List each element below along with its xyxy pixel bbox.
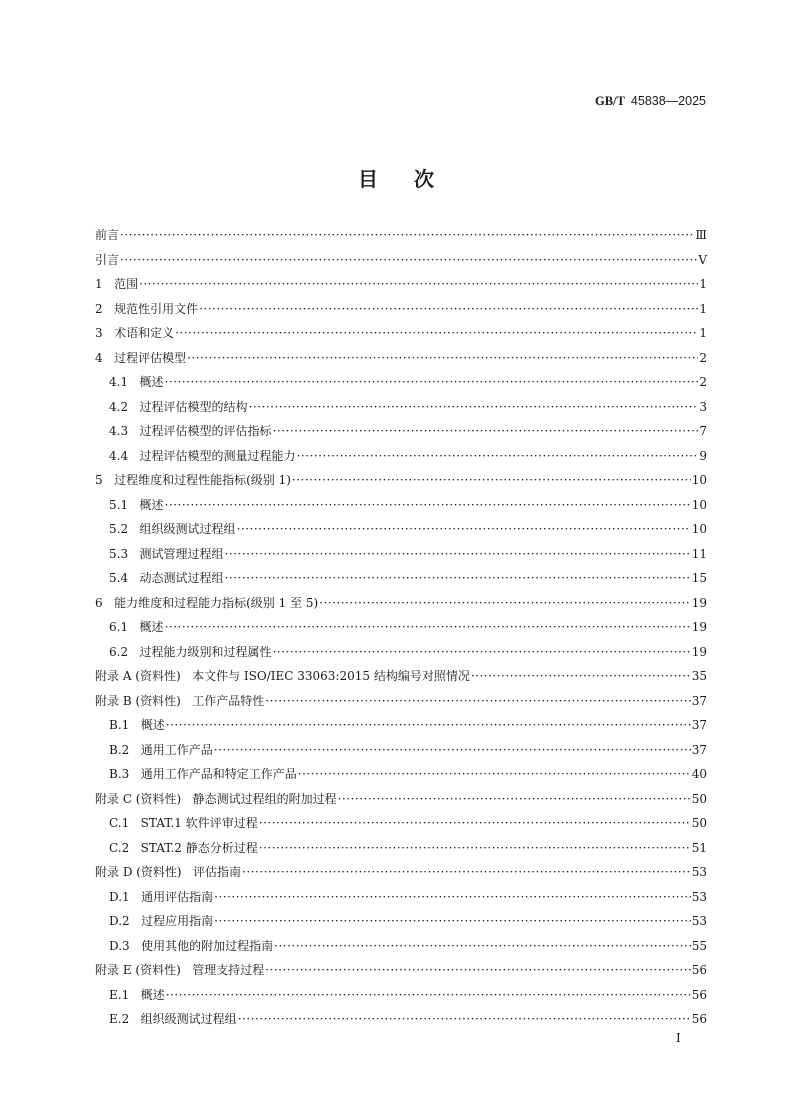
toc-entry-number: 6.2 <box>109 644 129 659</box>
dot-leader <box>274 934 691 959</box>
toc-entry[interactable] <box>95 958 707 983</box>
toc-entry-number: 3 <box>95 326 103 340</box>
dot-leader <box>471 664 691 689</box>
dot-leader <box>242 860 691 885</box>
toc-entry-title: 引言 <box>95 252 120 267</box>
toc-entry-page: 35 <box>691 669 707 683</box>
toc-entry-title: 附录 D (资料性) 评估指南 <box>95 865 242 879</box>
toc-entry-page: 37 <box>691 742 707 757</box>
toc-heading <box>0 163 792 192</box>
toc-entry[interactable] <box>95 321 707 346</box>
toc-entry-title: 过程评估模型的结构 <box>139 399 248 414</box>
dot-leader <box>199 297 698 322</box>
toc-entry-page: 10 <box>691 522 707 536</box>
toc-entry[interactable] <box>95 885 707 910</box>
toc-entry-title: 前言 <box>95 228 120 242</box>
toc-entry-page: 56 <box>691 987 707 1002</box>
dot-leader <box>297 444 699 469</box>
toc-entry-title: 过程应用指南 <box>141 914 214 928</box>
toc-entry-title: 过程评估模型的测量过程能力 <box>139 448 296 463</box>
dot-leader <box>214 885 691 910</box>
toc-entry-page: 1 <box>699 326 707 340</box>
dot-leader <box>139 272 698 297</box>
dot-leader <box>273 640 691 665</box>
toc-entry-page: 9 <box>699 448 707 463</box>
toc-entry-page: 56 <box>691 1012 707 1026</box>
toc-entry-page: 55 <box>691 938 707 953</box>
toc-entry-title: 使用其他的附加过程指南 <box>141 938 274 953</box>
standard-number: 45838—2025 <box>630 94 706 108</box>
dot-leader <box>265 958 691 983</box>
toc-entry[interactable] <box>95 297 707 322</box>
toc-entry[interactable] <box>95 615 707 640</box>
dot-leader <box>120 248 697 273</box>
toc-entry[interactable] <box>95 542 707 567</box>
dot-leader <box>120 223 694 248</box>
toc-entry-page: 11 <box>691 546 707 561</box>
dot-leader <box>249 395 699 420</box>
toc-entry-number: B.3 <box>109 767 130 781</box>
toc-entry[interactable] <box>95 664 707 689</box>
toc-entry-title: 附录 C (资料性) 静态测试过程组的附加过程 <box>95 791 337 806</box>
toc-entry-number: 5.1 <box>109 497 129 512</box>
toc-entry-title: 过程能力级别和过程属性 <box>139 644 272 659</box>
toc-entry[interactable] <box>95 1007 707 1032</box>
toc-entry[interactable] <box>95 419 707 444</box>
toc-entry-number: 4.1 <box>109 375 129 389</box>
toc-entry[interactable] <box>95 566 707 591</box>
toc-entry-number: C.1 <box>109 816 130 830</box>
toc-entry-page: 2 <box>699 350 707 365</box>
toc-entry[interactable] <box>95 395 707 420</box>
dot-leader <box>175 321 698 346</box>
toc-entry-title: 能力维度和过程能力指标(级别 1 至 5) <box>114 595 319 610</box>
toc-entry-title: 概述 <box>139 620 164 634</box>
dot-leader <box>187 346 698 371</box>
toc-entry-page: Ⅲ <box>695 228 707 242</box>
dot-leader <box>165 370 699 395</box>
toc-entry-page: 19 <box>691 595 707 610</box>
toc-entry-page: 15 <box>691 571 707 585</box>
toc-entry-title: 规范性引用文件 <box>114 301 199 316</box>
toc-entry[interactable] <box>95 762 707 787</box>
dot-leader <box>166 713 691 738</box>
standard-code <box>595 93 706 109</box>
toc-entry-page: 1 <box>699 277 707 291</box>
toc-entry-title: 附录 B (资料性) 工作产品特性 <box>95 693 265 708</box>
dot-leader <box>166 983 691 1008</box>
toc-entry-title: 通用工作产品和特定工作产品 <box>140 767 297 781</box>
toc-entry[interactable] <box>95 713 707 738</box>
toc-entry[interactable] <box>95 836 707 861</box>
toc-entry-number: 5.2 <box>109 522 129 536</box>
toc-entry-title: 概述 <box>140 987 165 1002</box>
toc-entry-page: 50 <box>691 791 707 806</box>
toc-entry-title: 过程评估模型的评估指标 <box>139 424 272 438</box>
toc-entry-number: E.2 <box>109 1012 130 1026</box>
toc-entry[interactable] <box>95 346 707 371</box>
toc-entry-page: 2 <box>699 375 707 389</box>
toc-entry-number: D.2 <box>109 914 130 928</box>
toc-entry-page: 53 <box>691 865 707 879</box>
toc-entry[interactable] <box>95 272 707 297</box>
toc-entry-title: STAT.1 软件评审过程 <box>140 816 258 830</box>
toc-entry[interactable] <box>95 591 707 616</box>
toc-entry[interactable] <box>95 468 707 493</box>
toc-entry-page: 53 <box>691 889 707 904</box>
toc-entry-title: 过程维度和过程性能指标(级别 1) <box>114 473 291 487</box>
toc-entry-title: 动态测试过程组 <box>139 571 224 585</box>
dot-leader <box>225 566 691 591</box>
toc-entry[interactable] <box>95 934 707 959</box>
dot-leader <box>165 615 691 640</box>
toc-entry-page: Ⅴ <box>698 252 707 267</box>
toc-entry-number: D.3 <box>109 938 130 953</box>
toc-entry-title: 通用评估指南 <box>141 889 214 904</box>
toc-entry[interactable] <box>95 370 707 395</box>
toc-entry-title: STAT.2 静态分析过程 <box>140 840 258 855</box>
toc-entry-number: 6.1 <box>109 620 129 634</box>
toc-heading-char-1: 目 <box>358 167 378 191</box>
toc-entry-number: 5.4 <box>109 571 129 585</box>
toc-entry-page: 19 <box>691 620 707 634</box>
dot-leader <box>214 909 691 934</box>
toc-entry-page: 10 <box>691 473 707 487</box>
dot-leader <box>259 811 691 836</box>
toc-entry-page: 53 <box>691 914 707 928</box>
dot-leader <box>338 787 691 812</box>
toc-heading-char-2: 次 <box>414 167 434 191</box>
toc-entry-number: 1 <box>95 277 103 291</box>
dot-leader <box>259 836 691 861</box>
toc-entry-title: 组织级测试过程组 <box>139 522 236 536</box>
toc-entry-number: 4.2 <box>109 399 129 414</box>
toc-entry-title: 概述 <box>140 718 165 732</box>
toc-entry-title: 过程评估模型 <box>114 350 187 365</box>
toc-entry-number: 4.4 <box>109 448 129 463</box>
toc-entry-number: 4 <box>95 350 103 365</box>
dot-leader <box>273 419 699 444</box>
toc-entry-number: 4.3 <box>109 424 129 438</box>
dot-leader <box>214 738 691 763</box>
standard-prefix: GB/T <box>595 94 625 108</box>
toc-entry-page: 40 <box>691 767 707 781</box>
toc-entry[interactable] <box>95 493 707 518</box>
dot-leader <box>319 591 691 616</box>
toc-entry-title: 组织级测试过程组 <box>140 1012 237 1026</box>
toc-entry-title: 术语和定义 <box>114 326 175 340</box>
toc-entry-number: C.2 <box>109 840 130 855</box>
dot-leader <box>238 1007 691 1032</box>
toc-entry[interactable] <box>95 444 707 469</box>
dot-leader <box>265 689 690 714</box>
toc-entry-number: 5.3 <box>109 546 129 561</box>
toc-entry-number: 5 <box>95 473 103 487</box>
toc-entry-title: 测试管理过程组 <box>139 546 224 561</box>
toc-entry[interactable] <box>95 983 707 1008</box>
toc-entry-page: 37 <box>691 693 707 708</box>
toc-entry-number: D.1 <box>109 889 130 904</box>
dot-leader <box>237 517 691 542</box>
dot-leader <box>298 762 691 787</box>
dot-leader <box>165 493 691 518</box>
toc-entry[interactable] <box>95 517 707 542</box>
toc-entry-page: 7 <box>699 424 707 438</box>
toc-entry-title: 范围 <box>114 277 139 291</box>
toc-entry-number: 2 <box>95 301 103 316</box>
toc-entry[interactable] <box>95 860 707 885</box>
toc-entry[interactable] <box>95 640 707 665</box>
toc-entry-title: 附录 A (资料性) 本文件与 ISO/IEC 33063:2015 结构编号对照情况 <box>95 669 470 683</box>
toc-entry-title: 概述 <box>139 375 164 389</box>
toc-entry-page: 19 <box>691 644 707 659</box>
toc-entry[interactable] <box>95 223 707 248</box>
toc-entry[interactable] <box>95 909 707 934</box>
toc-entry-title: 通用工作产品 <box>140 742 213 757</box>
toc-entry-page: 3 <box>699 399 707 414</box>
toc-entry-number: B.1 <box>109 718 130 732</box>
table-of-contents <box>95 223 707 1032</box>
toc-entry-number: E.1 <box>109 987 130 1002</box>
dot-leader <box>292 468 691 493</box>
toc-entry[interactable] <box>95 738 707 763</box>
toc-entry[interactable] <box>95 689 707 714</box>
toc-entry[interactable] <box>95 811 707 836</box>
toc-entry[interactable] <box>95 787 707 812</box>
toc-entry-page: 50 <box>691 816 707 830</box>
toc-entry[interactable] <box>95 248 707 273</box>
toc-entry-title: 附录 E (资料性) 管理支持过程 <box>95 963 265 977</box>
toc-entry-title: 概述 <box>139 497 164 512</box>
toc-entry-number: B.2 <box>109 742 130 757</box>
toc-entry-page: 10 <box>691 497 707 512</box>
toc-entry-page: 56 <box>691 963 707 977</box>
toc-entry-page: 37 <box>691 718 707 732</box>
toc-entry-number: 6 <box>95 595 103 610</box>
dot-leader <box>225 542 691 567</box>
toc-entry-page: 1 <box>699 301 707 316</box>
toc-entry-page: 51 <box>691 840 707 855</box>
page-number: I <box>676 1031 681 1045</box>
